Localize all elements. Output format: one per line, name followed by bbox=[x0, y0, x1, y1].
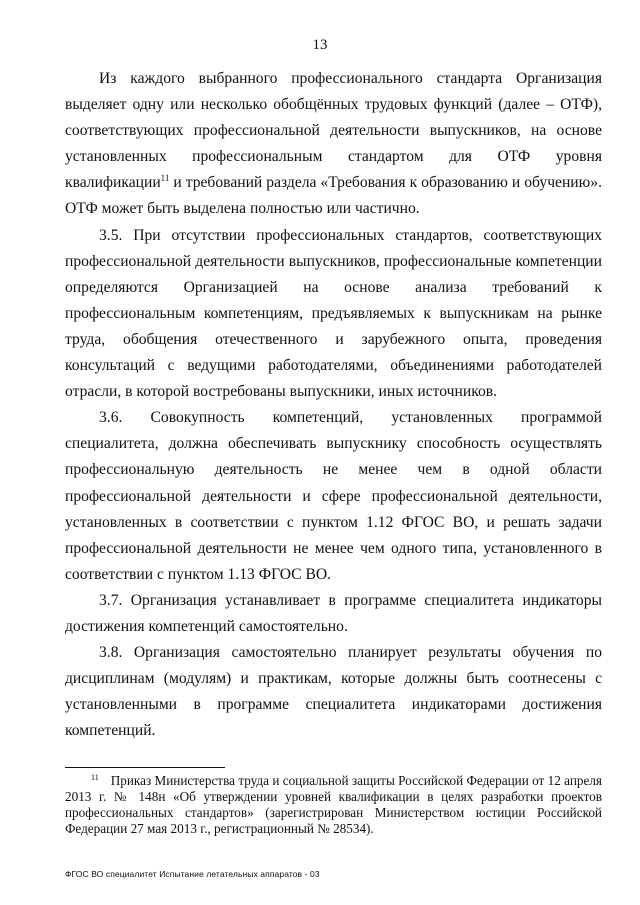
document-body bbox=[65, 66, 602, 744]
page-number: 13 bbox=[312, 37, 328, 53]
paragraph-otf-text-start: Из каждого выбранного профессионального стандарта Организация выделяет одну или несколько обобщённых трудовых функций (далее – ОТФ), соответствующих профессиональной деятельности выпускников, на основе установленных профессиональным стандартом для ОТФ уровня квалификации bbox=[65, 70, 602, 192]
paragraph-3-5: 3.5. При отсутствии профессиональных стандартов, соответствующих профессиональной деятельности выпускников, профессиональные компетенции определяются Организацией на основе анализа требований к профессиональным компетенциям, предъявляемых к выпускникам на рынке труда, обобщения отечественного и зарубежного опыта, проведения консультаций с ведущими работодателями, объединениями работодателей отрасли, в которой востребованы выпускники, иных источников. bbox=[65, 226, 602, 401]
footnote-text: Приказ Министерства труда и социальной защиты Российской Федерации от 12 апреля 2013 г. № 148н «Об утверждении уровней квалификации в целях разработки проектов профессиональных стандартов» (зарегистрирован Министерством юстиции Российской Федерации 27 мая 2013 г., регистрационный № 28534). bbox=[65, 773, 602, 836]
footnote bbox=[65, 773, 602, 837]
paragraph-3-6: 3.6. Совокупность компетенций, установленных программой специалитета, должна обеспечивать выпускнику способность осуществлять профессиональную деятельность не менее чем в одной области профессиональной деятельности и сфере профессиональной деятельности, установленных в соответствии с пунктом 1.12 ФГОС ВО, и решать задачи профессиональной деятельности не менее чем одного типа, установленного в соответствии с пунктом 1.13 ФГОС ВО. bbox=[65, 409, 602, 583]
paragraph-3-7: 3.7. Организация устанавливает в программе специалитета индикаторы достижения компетенций самостоятельно. bbox=[65, 591, 602, 635]
paragraph-otf-text-end: и требований раздела «Требования к образованию и обучению». ОТФ может быть выделена полностью или частично. bbox=[65, 174, 602, 218]
footnote-reference[interactable]: 11 bbox=[160, 173, 170, 184]
footnote-marker: 11 bbox=[91, 772, 99, 782]
paragraph-otf bbox=[65, 66, 602, 223]
document-footer: ФГОС ВО специалитет Испытание летательных аппаратов - 03 bbox=[65, 869, 320, 879]
paragraph-3-8: 3.8. Организация самостоятельно планирует результаты обучения по дисциплинам (модулям) и практикам, которые должны быть соотнесены с установленными в программе специалитета индикаторами достижения компетенций. bbox=[65, 644, 602, 740]
footnote-separator bbox=[65, 767, 225, 768]
